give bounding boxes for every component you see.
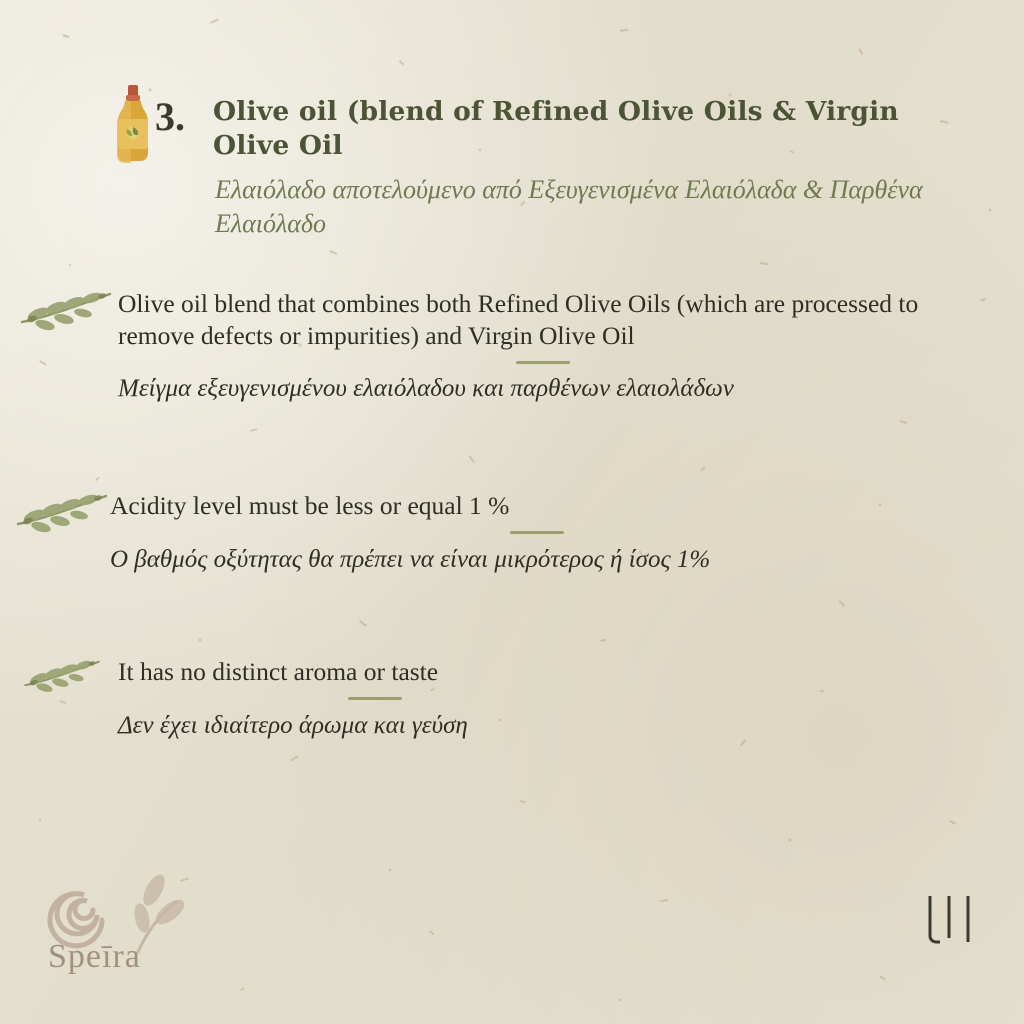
point-1-greek: Μείγμα εξευγενισμένου ελαιόλαδου και παρθένων ελαιολάδων	[118, 375, 734, 403]
title-greek: Ελαιόλαδο αποτελούμενο από Εξευγενισμένα Ελαιόλαδα & Παρθένα Ελαιόλαδο	[215, 175, 923, 239]
divider-dash	[516, 361, 570, 364]
olive-branch-icon	[14, 490, 110, 536]
point-2-greek: Ο βαθμός οξύτητας θα πρέπει να είναι μικρότερος ή ίσος 1%	[110, 545, 711, 573]
divider-dash	[348, 697, 402, 700]
point-3-greek: Δεν έχει ιδιαίτερο άρωμα και γεύση	[118, 711, 468, 739]
point-2-english: Acidity level must be less or equal 1 %	[110, 491, 510, 520]
divider-dash	[510, 531, 564, 534]
bullet-block-3	[22, 656, 972, 741]
point-1-english: Olive oil blend that combines both Refined Olive Oils (which are processed to remove defects or impurities) and Virgin Olive Oil	[118, 289, 919, 350]
point-3-divider	[118, 688, 972, 710]
section-number: 3.	[155, 94, 185, 139]
point-1-divider	[118, 351, 968, 373]
corner-bracket-mark-icon	[926, 894, 972, 946]
bullet-block-1	[18, 288, 968, 404]
bullet-block-2	[14, 490, 964, 575]
olive-branch-icon	[18, 288, 114, 334]
olive-branch-icon	[22, 656, 102, 696]
point-2-divider	[110, 522, 964, 544]
title-english: Olive oil (blend of Refined Olive Oils & Virgin Olive Oil	[213, 96, 899, 161]
logo-wordmark: Speīra	[48, 938, 141, 975]
point-3-english: It has no distinct aroma or taste	[118, 657, 439, 686]
